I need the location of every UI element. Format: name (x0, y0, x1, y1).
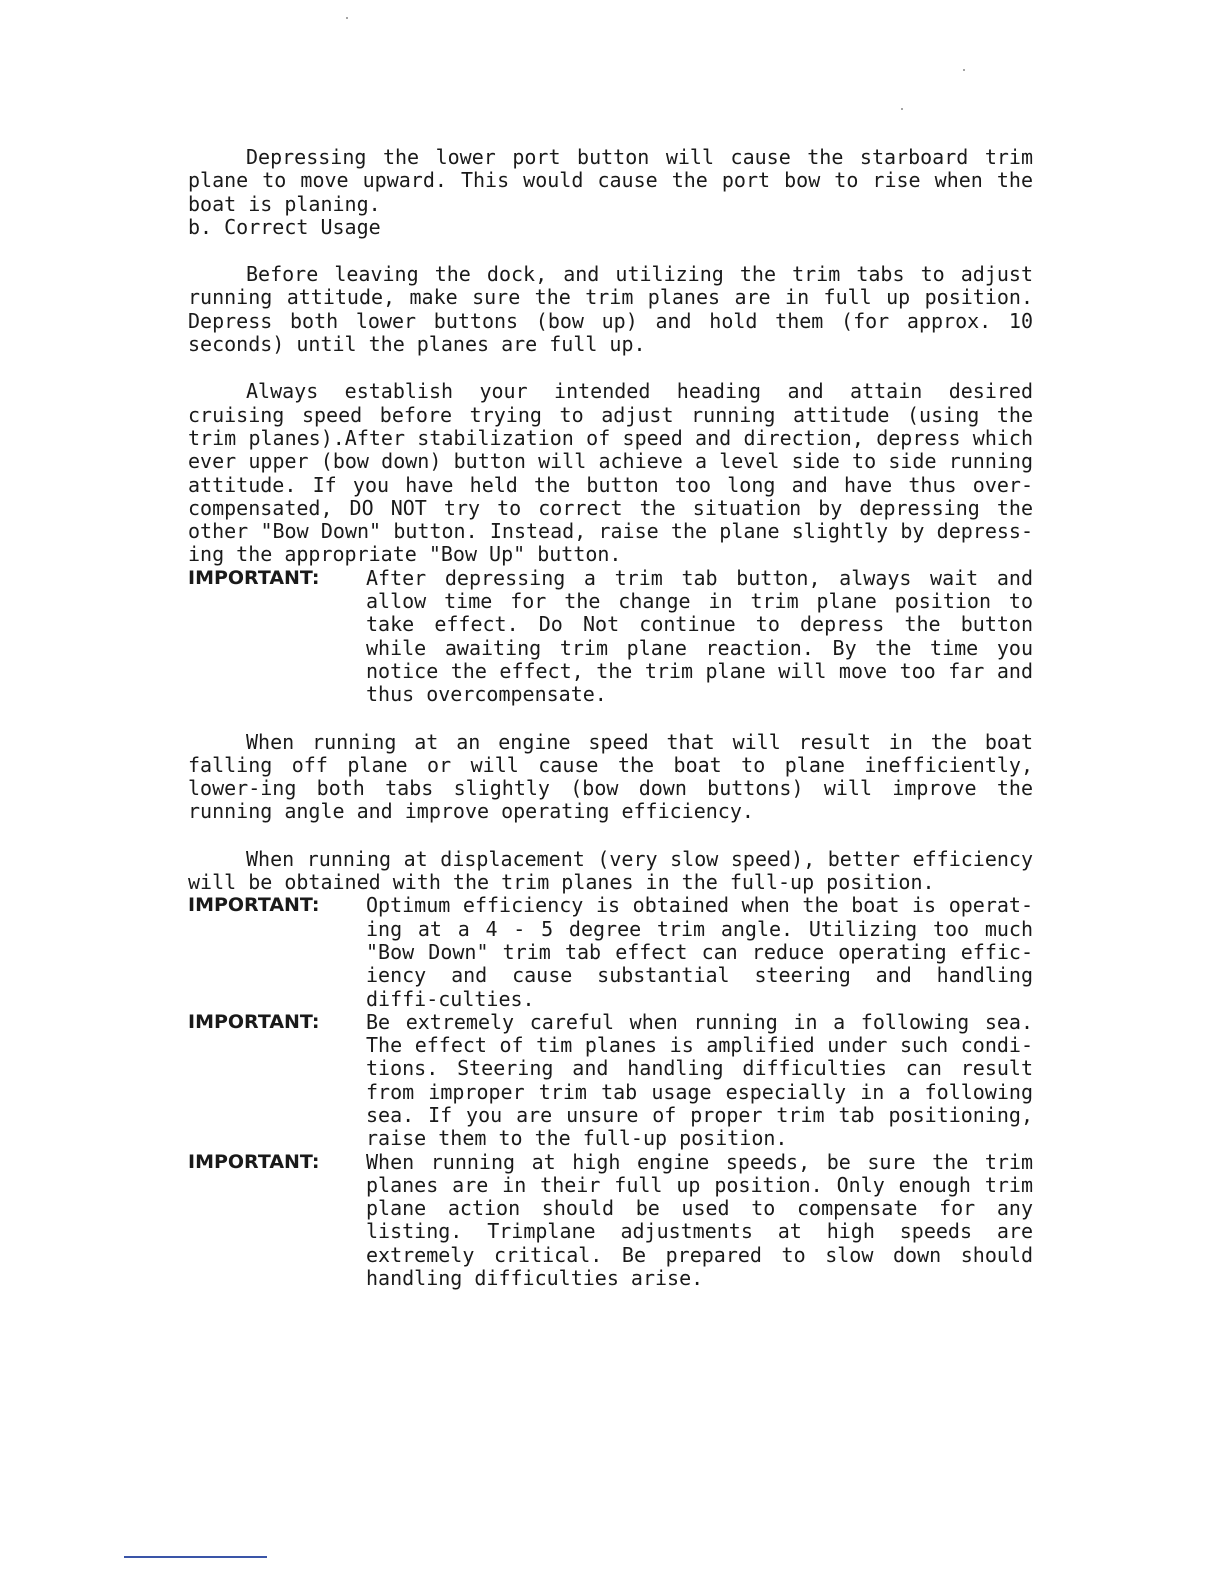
important-label: IMPORTANT: (188, 1010, 320, 1033)
important-note (188, 1151, 1033, 1291)
paragraph-establish-heading: Always establish your intended heading and attain desired cruising speed before trying to adjust running attitude (using the trim planes).After stabilization of speed and direction, depress which ever upper (bow down) button will achieve a level side to side running attitude. If you have held the button too long and have thus over-compensated, DO NOT try to correct the situation by depressing the other "Bow Down" button. Instead, raise the plane slightly by depress-ing the appropriate "Bow Up" button. (188, 379, 1033, 567)
important-note (188, 567, 1033, 707)
scan-speck (346, 17, 348, 19)
section-heading-correct-usage: b. Correct Usage (188, 214, 381, 239)
paragraph-port-button: Depressing the lower port button will cause the starboard trim plane to move upward. This would cause the port bow to rise when the boat is planing. (188, 145, 1033, 216)
important-text: When running at high engine speeds, be sure the trim planes are in their full up position. Only enough trim plane action should be used to compensate for any listing. Trimplane adjustments at high speeds are extremely critical. Be prepared to slow down should handling difficulties arise. (366, 1149, 1033, 1291)
document-page (188, 146, 1033, 1290)
scan-speck (963, 69, 965, 71)
scan-speck (901, 108, 903, 110)
important-label: IMPORTANT: (188, 566, 320, 589)
important-label: IMPORTANT: (188, 1150, 320, 1173)
paragraph-engine-speed: When running at an engine speed that will result in the boat falling off plane or will cause the boat to plane inefficiently, lower-ing both tabs slightly (bow down buttons) will improve the running angle and improve operating efficiency. (188, 729, 1033, 824)
important-text: Optimum efficiency is obtained when the boat is operat-ing at a 4 - 5 degree trim angle. Utilizing too much "Bow Down" trim tab effect can reduce operating effic-iency and cause substantial steering and handling diffi-culties. (366, 893, 1033, 1011)
footnote-rule (124, 1556, 267, 1558)
important-label: IMPORTANT: (188, 894, 320, 917)
important-text: Be extremely careful when running in a following sea. The effect of tim planes is amplified under such condi-tions. Steering and handling difficulties can result from improper trim tab usage especially in a following sea. If you are unsure of proper trim tab positioning, raise them to the full-up position. (366, 1009, 1033, 1151)
important-note (188, 894, 1033, 1010)
important-text: After depressing a trim tab button, always wait and allow time for the change in trim plane position to take effect. Do Not continue to depress the button while awaiting trim plane reaction. By the time you notice the effect, the trim plane will move too far and thus overcompensate. (366, 565, 1033, 707)
paragraph-displacement: When running at displacement (very slow speed), better efficiency will be obtained with the trim planes in the full-up position. (188, 846, 1033, 895)
important-note (188, 1011, 1033, 1151)
paragraph-before-leaving-dock: Before leaving the dock, and utilizing the trim tabs to adjust running attitude, make sure the trim planes are in full up position. Depress both lower buttons (bow up) and hold them (for approx. 10 seconds) until the planes are full up. (188, 262, 1033, 357)
